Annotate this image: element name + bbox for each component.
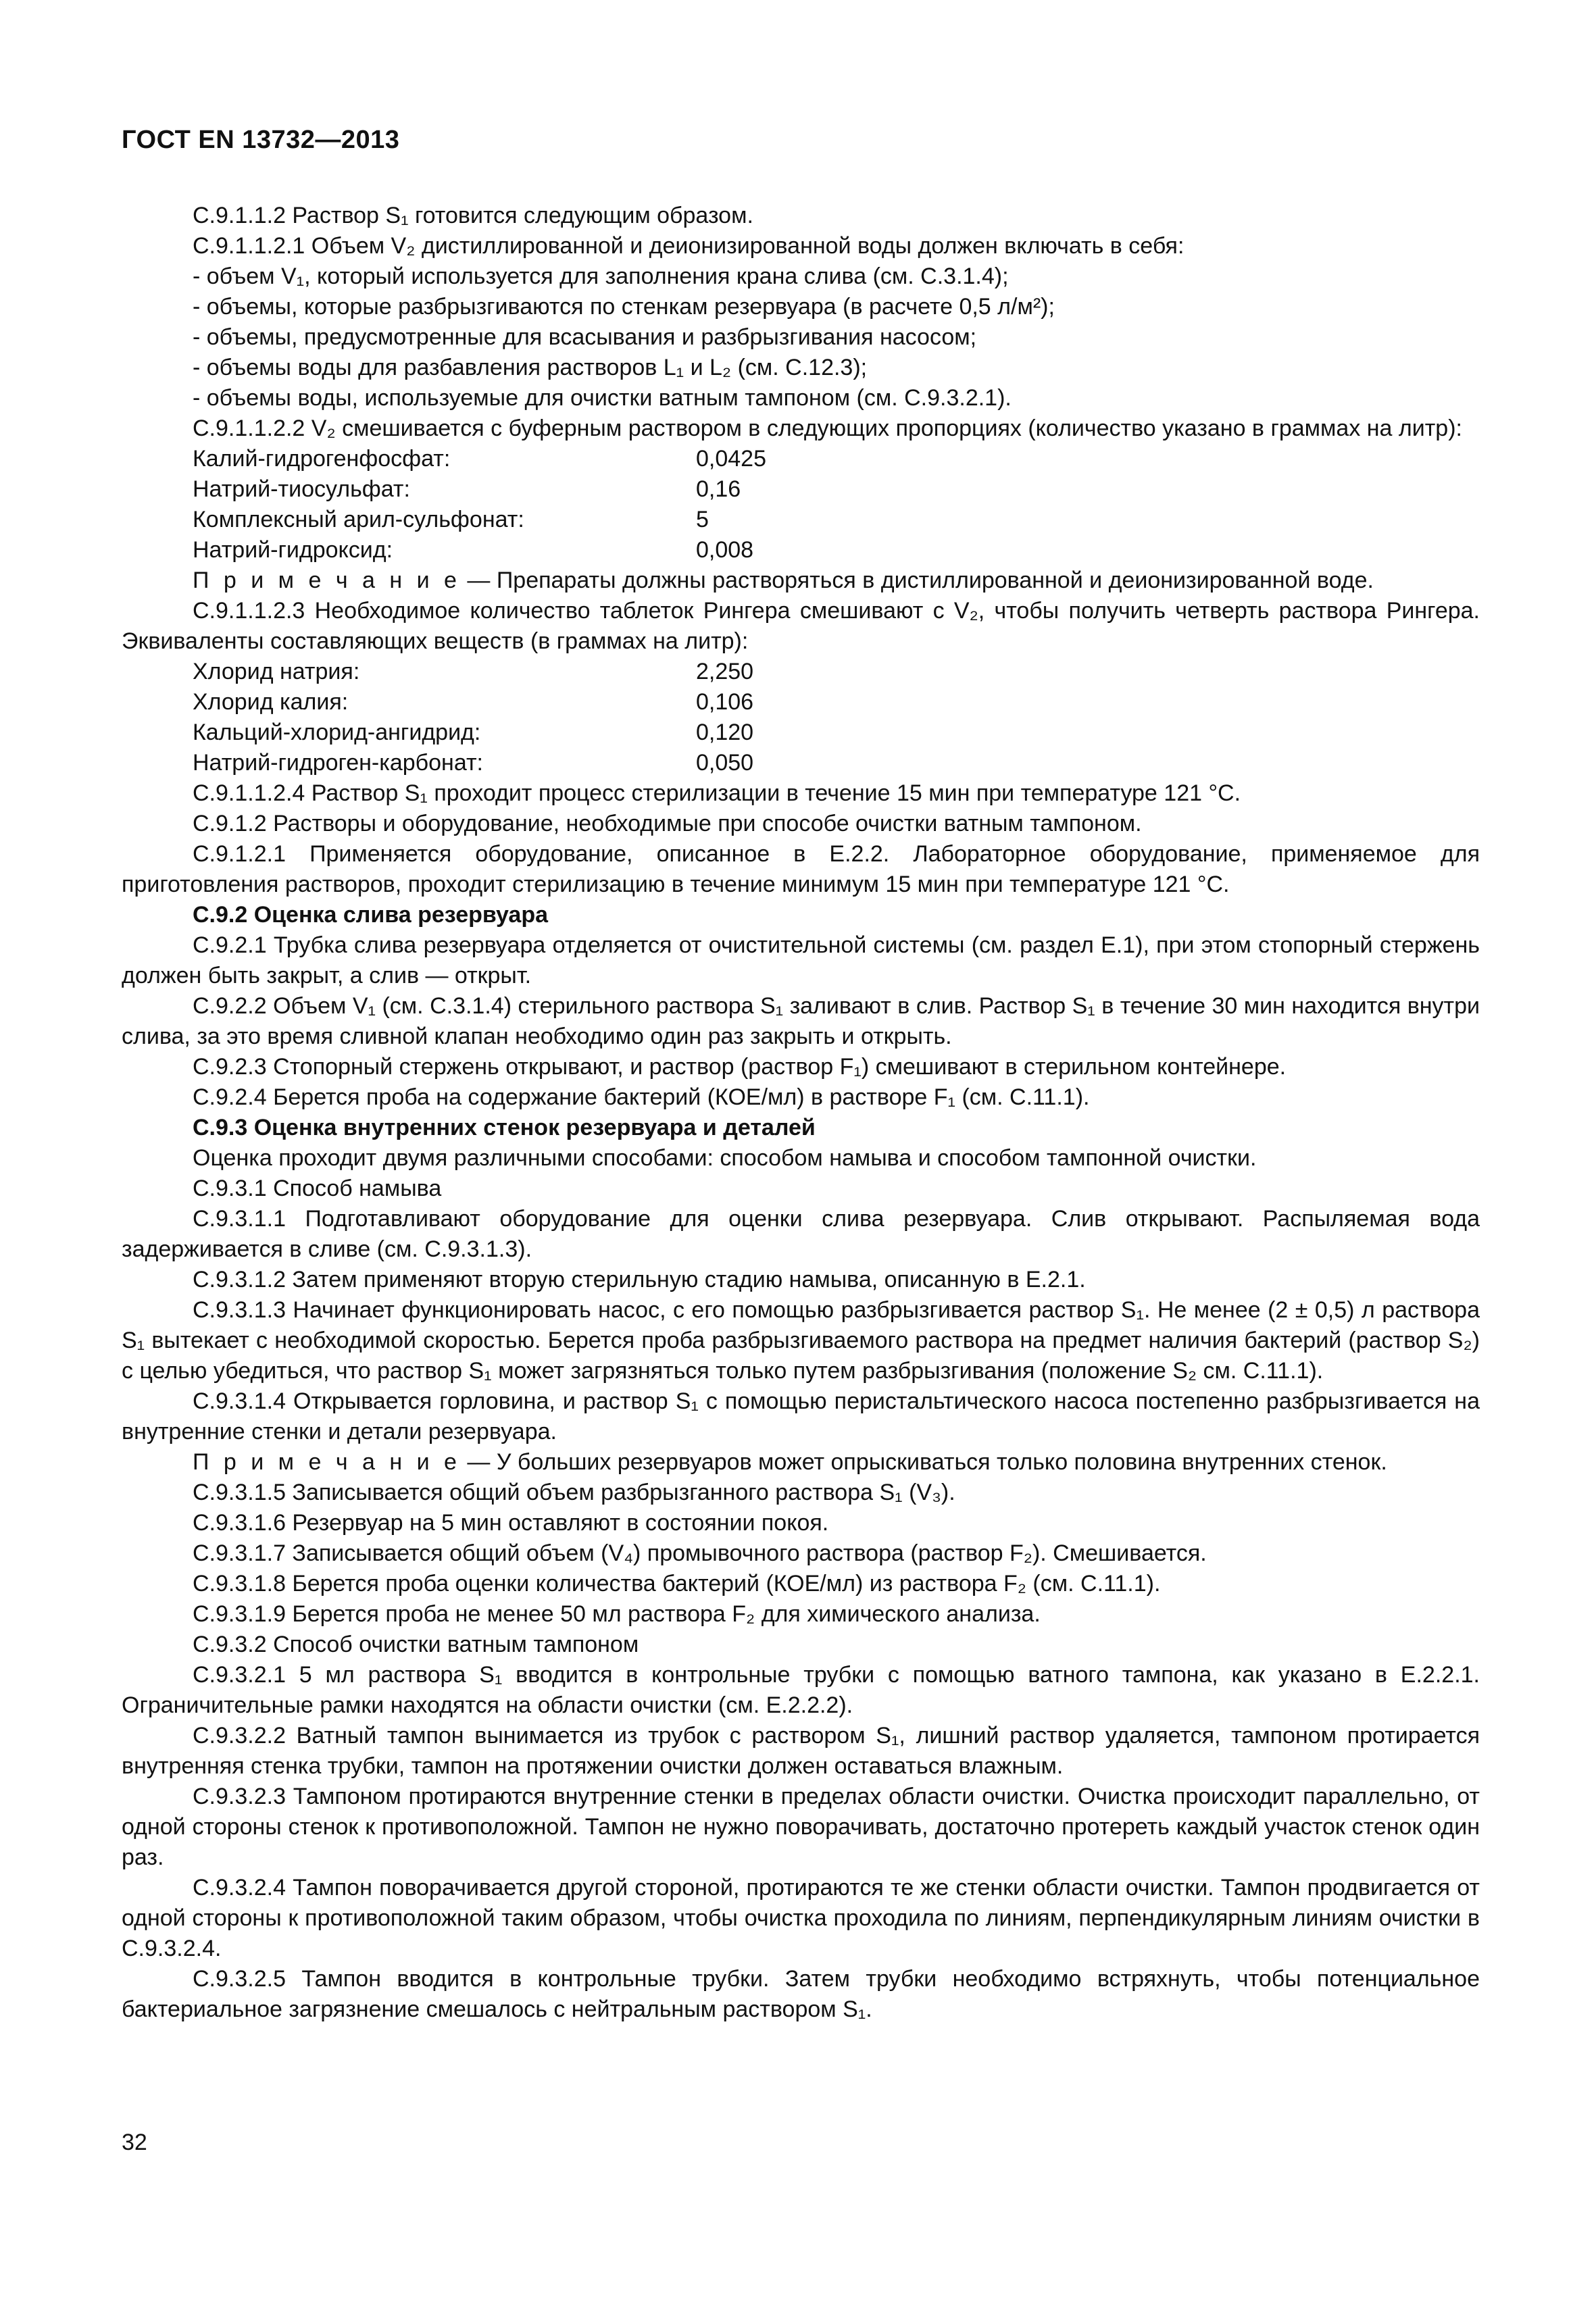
paragraph: С.9.3.2.4 Тампон поворачивается другой стороной, протираются те же стенки области очистки. Тампон продвигается от одной стороны к противоположной таким образом, чтобы очистка проходила по линиям, перпендикулярным линиям очистки в С.9.3.2.4.: [122, 1875, 1480, 1961]
substance-value: 0,120: [696, 720, 754, 745]
substance-name: Комплексный арил-сульфонат:: [193, 507, 524, 532]
substance-value: 0,050: [696, 750, 754, 776]
paragraph: С.9.2.2 Объем V₁ (см. С.3.1.4) стерильного раствора S₁ заливают в слив. Раствор S₁ в течение 30 мин находится внутри слива, за это время сливной клапан необходимо один раз закрыть и открыть.: [122, 993, 1480, 1049]
document-body: [122, 201, 1480, 2025]
paragraph: С.9.2.4 Берется проба на содержание бактерий (КОЕ/мл) в растворе F₁ (см. С.11.1).: [193, 1084, 1090, 1110]
table-row: [122, 505, 1480, 535]
substance-value: 2,250: [696, 659, 754, 684]
section-heading: С.9.3 Оценка внутренних стенок резервуара и деталей: [193, 1115, 816, 1140]
list-item: - объемы, предусмотренные для всасывания и разбрызгивания насосом;: [193, 324, 977, 350]
paragraph: С.9.3.1.4 Открывается горловина, и раствор S₁ с помощью перистальтического насоса постепенно разбрызгивается на внутренние стенки и детали резервуара.: [122, 1388, 1480, 1444]
section-heading: С.9.2 Оценка слива резервуара: [193, 902, 549, 928]
substance-name: Натрий-гидроген-карбонат:: [193, 750, 483, 776]
paragraph: С.9.3.2.5 Тампон вводится в контрольные трубки. Затем трубки необходимо встряхнуть, чтобы потенциальное бактериальное загрязнение смешалось с нейтральным раствором S₁.: [122, 1966, 1480, 2022]
table-row: [122, 535, 1480, 565]
paragraph: С.9.3.1.9 Берется проба не менее 50 мл раствора F₂ для химического анализа.: [193, 1601, 1041, 1627]
note: [122, 1447, 1480, 1478]
paragraph: С.9.1.2.1 Применяется оборудование, описанное в Е.2.2. Лабораторное оборудование, применяемое для приготовления растворов, проходит стерилизацию в течение минимум 15 мин при температуре 121 °С.: [122, 841, 1480, 897]
note-text: — У больших резервуаров может опрыскиваться только половина внутренних стенок.: [460, 1449, 1387, 1475]
paragraph: С.9.3.2.2 Ватный тампон вынимается из трубок с раствором S₁, лишний раствор удаляется, тампоном протирается внутренняя стенка трубки, тампон на протяжении очистки должен оставаться влажным.: [122, 1723, 1480, 1779]
paragraph: С.9.3.2 Способ очистки ватным тампоном: [193, 1632, 639, 1657]
list-item: - объемы, которые разбрызгиваются по стенкам резервуара (в расчете 0,5 л/м²);: [193, 294, 1055, 320]
note: [122, 565, 1480, 596]
table-row: [122, 657, 1480, 687]
paragraph: С.9.1.1.2.3 Необходимое количество таблеток Рингера смешивают с V₂, чтобы получить четверть раствора Рингера. Эквиваленты составляющих веществ (в граммах на литр):: [122, 598, 1480, 654]
paragraph: Оценка проходит двумя различными способами: способом намыва и способом тампонной очистки.: [193, 1145, 1257, 1171]
document-header: ГОСТ EN 13732—2013: [122, 126, 400, 154]
table-row: [122, 444, 1480, 474]
ringer-composition-table: [122, 657, 1480, 778]
paragraph: С.9.1.2 Растворы и оборудование, необходимые при способе очистки ватным тампоном.: [193, 811, 1142, 836]
substance-value: 0,0425: [696, 446, 766, 472]
paragraph: С.9.3.1.1 Подготавливают оборудование для оценки слива резервуара. Слив открывают. Распыляемая вода задерживается в сливе (см. С.9.3.1.3).: [122, 1206, 1480, 1262]
list-item: - объемы воды для разбавления растворов L₁ и L₂ (см. С.12.3);: [193, 355, 868, 380]
substance-name: Натрий-гидроксид:: [193, 537, 393, 563]
paragraph: С.9.1.1.2.2 V₂ смешивается с буферным раствором в следующих пропорциях (количество указано в граммах на литр):: [193, 416, 1462, 441]
note-text: — Препараты должны растворяться в дистиллированной и деионизированной воде.: [460, 568, 1374, 593]
paragraph: С.9.1.1.2.4 Раствор S₁ проходит процесс стерилизации в течение 15 мин при температуре 121 °С.: [193, 780, 1241, 806]
paragraph: С.9.3.1.6 Резервуар на 5 мин оставляют в состоянии покоя.: [193, 1510, 829, 1536]
substance-value: 0,16: [696, 476, 741, 502]
paragraph: С.9.3.2.1 5 мл раствора S₁ вводится в контрольные трубки с помощью ватного тампона, как указано в Е.2.2.1. Ограничительные рамки находятся на области очистки (см. Е.2.2.2).: [122, 1662, 1480, 1718]
substance-name: Хлорид натрия:: [193, 659, 360, 684]
paragraph: С.9.3.2.3 Тампоном протираются внутренние стенки в пределах области очистки. Очистка происходит параллельно, от одной стороны стенок к противоположной. Тампон не нужно поворачивать, достаточно протереть каждый участок стенок один раз.: [122, 1784, 1480, 1870]
paragraph: С.9.3.1.7 Записывается общий объем (V₄) промывочного раствора (раствор F₂). Смешивается.: [193, 1540, 1207, 1566]
paragraph: С.9.3.1 Способ намыва: [193, 1176, 442, 1201]
note-label: П р и м е ч а н и е: [193, 568, 461, 593]
substance-value: 5: [696, 507, 709, 532]
paragraph: С.9.2.3 Стопорный стержень открывают, и раствор (раствор F₁) смешивают в стерильном контейнере.: [193, 1054, 1287, 1080]
paragraph: С.9.3.1.2 Затем применяют вторую стерильную стадию намыва, описанную в Е.2.1.: [193, 1267, 1086, 1292]
substance-value: 0,106: [696, 689, 754, 715]
paragraph: С.9.1.1.2.1 Объем V₂ дистиллированной и деионизированной воды должен включать в себя:: [193, 233, 1184, 259]
paragraph: С.9.3.1.3 Начинает функционировать насос, с его помощью разбрызгивается раствор S₁. Не менее (2 ± 0,5) л раствора S₁ вытекает с необходимой скоростью. Берется проба разбрызгиваемого раствора на предмет наличия бактерий (раствор S₂) с целью убедиться, что раствор S₁ может загрязняться только путем разбрызгивания (положение S₂ см. С.11.1).: [122, 1297, 1480, 1384]
page-number: 32: [122, 2130, 147, 2155]
substance-name: Калий-гидрогенфосфат:: [193, 446, 451, 472]
list-item: - объем V₁, который используется для заполнения крана слива (см. С.3.1.4);: [193, 263, 1009, 289]
table-row: [122, 748, 1480, 778]
paragraph: С.9.1.1.2 Раствор S₁ готовится следующим образом.: [193, 203, 753, 228]
table-row: [122, 718, 1480, 748]
paragraph: С.9.2.1 Трубка слива резервуара отделяется от очистительной системы (см. раздел Е.1), при этом стопорный стержень должен быть закрыт, а слив — открыт.: [122, 932, 1480, 988]
paragraph: С.9.3.1.5 Записывается общий объем разбрызганного раствора S₁ (V₃).: [193, 1480, 955, 1505]
note-label: П р и м е ч а н и е: [193, 1449, 461, 1475]
buffer-composition-table: [122, 444, 1480, 565]
substance-name: Натрий-тиосульфат:: [193, 476, 410, 502]
table-row: [122, 687, 1480, 718]
table-row: [122, 474, 1480, 505]
list-item: - объемы воды, используемые для очистки ватным тампоном (см. С.9.3.2.1).: [193, 385, 1012, 411]
substance-name: Кальций-хлорид-ангидрид:: [193, 720, 481, 745]
paragraph: С.9.3.1.8 Берется проба оценки количества бактерий (КОЕ/мл) из раствора F₂ (см. С.11.1).: [193, 1571, 1161, 1596]
substance-name: Хлорид калия:: [193, 689, 349, 715]
substance-value: 0,008: [696, 537, 754, 563]
